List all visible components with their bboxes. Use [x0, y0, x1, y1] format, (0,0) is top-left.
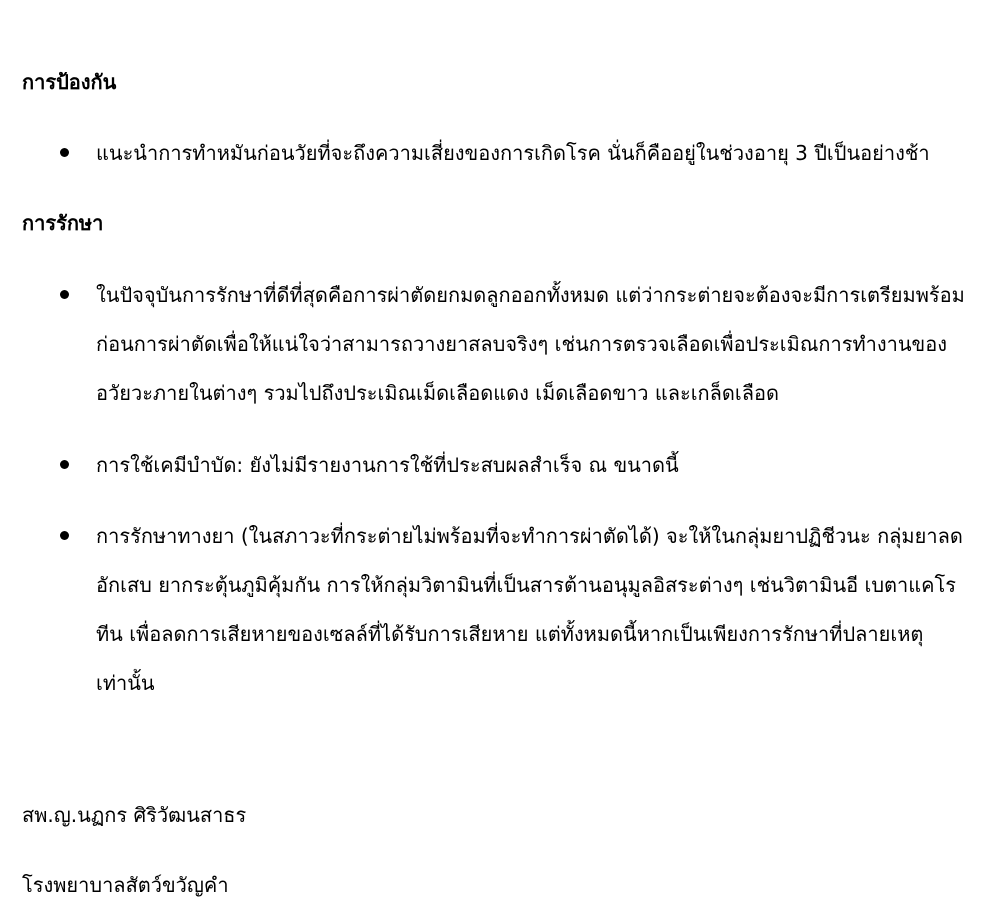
text-line: อักเสบ ยากระตุ้นภูมิคุ้มกัน การให้กลุ่มวิตามินที่เป็นสารต้านอนุมูลอิสระต่างๆ เช่นวิตามินอี เบตาแคโร: [96, 573, 956, 597]
list-item-text: [96, 271, 976, 418]
text-line: ก่อนการผ่าตัดเพื่อให้แน่ใจว่าสามารถวางยาสลบจริงๆ เช่นการตรวจเลือดเพื่อประเมิณการทำงานของ: [96, 332, 947, 356]
bullet-icon: [60, 531, 69, 540]
treatment-list-item: [60, 271, 980, 418]
bullet-icon: [60, 148, 69, 157]
text-line: อวัยวะภายในต่างๆ รวมไปถึงประเมิณเม็ดเลือดแดง เม็ดเลือดขาว และเกล็ดเลือด: [96, 381, 779, 405]
treatment-list-item: [60, 512, 980, 708]
prevention-heading: การป้องกัน: [22, 70, 117, 94]
list-item-text: [96, 441, 976, 490]
text-line: เท่านั้น: [96, 671, 155, 695]
list-item-text: [96, 512, 976, 708]
text-line: แนะนำการทำหมันก่อนวัยที่จะถึงความเสี่ยงของการเกิดโรค นั่นก็คืออยู่ในช่วงอายุ 3 ปีเป็นอย่างช้า: [96, 141, 930, 165]
bullet-icon: [60, 290, 69, 299]
text-line: ทีน เพื่อลดการเสียหายของเซลล์ที่ได้รับการเสียหาย แต่ทั้งหมดนี้หากเป็นเพียงการรักษาที่ปลายเหตุ: [96, 622, 924, 646]
author-name: สพ.ญ.นฏกร ศิริวัฒนสาธร: [22, 803, 247, 827]
text-line: ในปัจจุบันการรักษาที่ดีที่สุดคือการผ่าตัดยกมดลูกออกทั้งหมด แต่ว่ากระต่ายจะต้องจะมีการเตรียมพร้อม: [96, 283, 965, 307]
hospital-name: โรงพยาบาลสัตว์ขวัญคำ: [22, 873, 229, 897]
list-item-text: [96, 129, 976, 178]
text-line: การใช้เคมีบำบัด: ยังไม่มีรายงานการใช้ที่ประสบผลสำเร็จ ณ ขนาดนี้: [96, 453, 679, 477]
treatment-list-item: [60, 441, 980, 490]
prevention-list-item: [60, 129, 980, 178]
treatment-heading: การรักษา: [22, 211, 104, 235]
bullet-icon: [60, 460, 69, 469]
text-line: การรักษาทางยา (ในสภาวะที่กระต่ายไม่พร้อมที่จะทำการผ่าตัดได้) จะให้ในกลุ่มยาปฏิชีวนะ กลุ่มยาลด: [96, 524, 963, 548]
